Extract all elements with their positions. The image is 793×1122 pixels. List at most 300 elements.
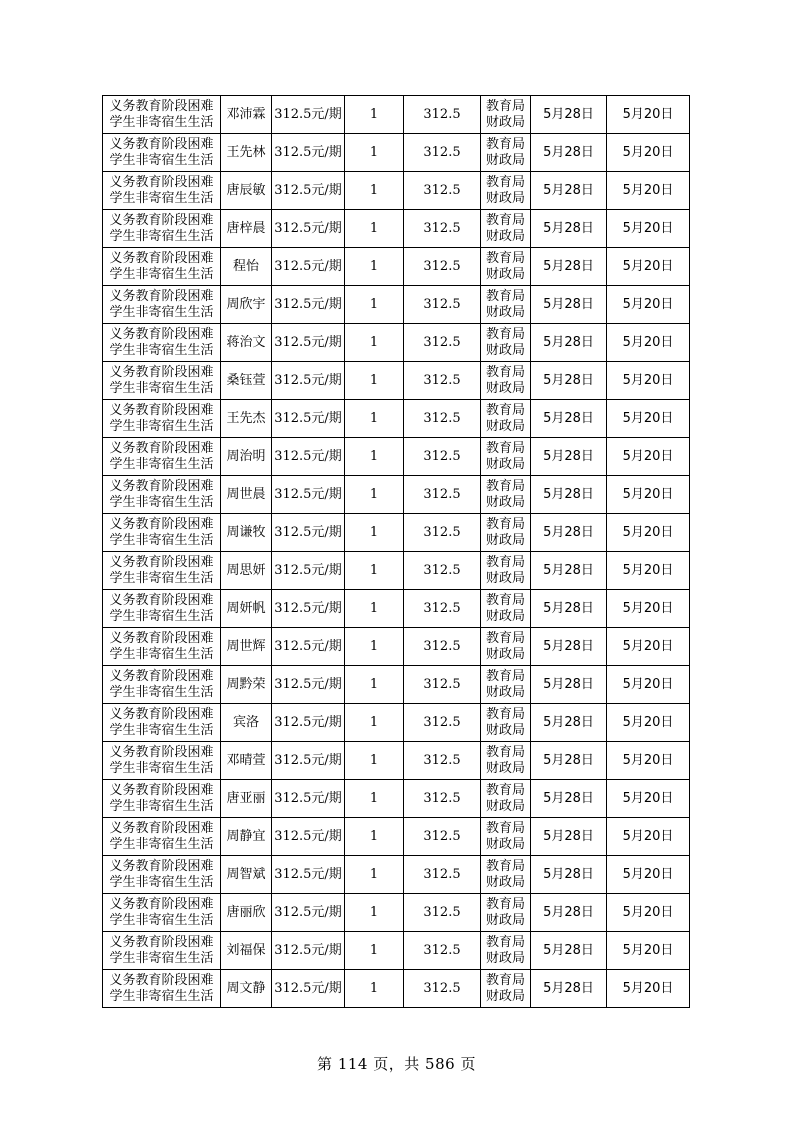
standard-cell: 312.5元/期 [272,362,345,400]
department-line: 教育局 [485,630,525,646]
department-line: 财政局 [485,760,525,776]
department-cell [481,780,531,818]
standard-cell: 312.5元/期 [272,286,345,324]
item-line: 义务教育阶段困难 [109,744,214,760]
page-footer [0,1053,793,1074]
quantity-cell: 1 [345,970,404,1008]
table-row [103,704,690,742]
table-row [103,818,690,856]
department-line: 财政局 [485,722,525,738]
item-line: 义务教育阶段困难 [109,288,214,304]
quantity-cell: 1 [345,666,404,704]
department-line: 财政局 [485,418,525,434]
item-line: 学生非寄宿生生活 [109,304,214,320]
amount-cell: 312.5 [404,324,481,362]
date-cell-1: 5月28日 [531,970,607,1008]
date-cell-2: 5月20日 [607,400,690,438]
department-cell [481,400,531,438]
table-row [103,628,690,666]
quantity-cell: 1 [345,856,404,894]
department-line: 财政局 [485,456,525,472]
item-line: 义务教育阶段困难 [109,896,214,912]
name-cell: 邓晴萱 [221,742,272,780]
date-cell-2: 5月20日 [607,666,690,704]
amount-cell: 312.5 [404,438,481,476]
standard-cell: 312.5元/期 [272,400,345,438]
amount-cell: 312.5 [404,666,481,704]
item-line: 学生非寄宿生生活 [109,950,214,966]
date-cell-2: 5月20日 [607,438,690,476]
department-line: 财政局 [485,950,525,966]
department-cell [481,476,531,514]
item-line: 学生非寄宿生生活 [109,608,214,624]
department-line: 教育局 [485,364,525,380]
standard-cell: 312.5元/期 [272,172,345,210]
item-line: 学生非寄宿生生活 [109,798,214,814]
amount-cell: 312.5 [404,818,481,856]
quantity-cell: 1 [345,628,404,666]
name-cell: 宾洛 [221,704,272,742]
subsidy-table [102,95,690,1008]
department-line: 财政局 [485,912,525,928]
name-cell: 周欣宇 [221,286,272,324]
amount-cell: 312.5 [404,552,481,590]
item-cell [103,932,221,970]
department-line: 财政局 [485,228,525,244]
department-cell [481,932,531,970]
department-cell [481,590,531,628]
name-cell: 唐辰敏 [221,172,272,210]
item-line: 学生非寄宿生生活 [109,684,214,700]
item-cell [103,628,221,666]
item-line: 学生非寄宿生生活 [109,190,214,206]
quantity-cell: 1 [345,324,404,362]
item-cell [103,894,221,932]
item-line: 学生非寄宿生生活 [109,456,214,472]
quantity-cell: 1 [345,172,404,210]
department-cell [481,742,531,780]
quantity-cell: 1 [345,400,404,438]
item-line: 义务教育阶段困难 [109,364,214,380]
item-line: 义务教育阶段困难 [109,554,214,570]
date-cell-1: 5月28日 [531,286,607,324]
name-cell: 周静宜 [221,818,272,856]
footer-total-pages: 586 [425,1055,456,1073]
table-row [103,362,690,400]
department-cell [481,172,531,210]
department-cell [481,324,531,362]
quantity-cell: 1 [345,894,404,932]
department-cell [481,438,531,476]
department-line: 财政局 [485,266,525,282]
amount-cell: 312.5 [404,514,481,552]
table-row [103,666,690,704]
amount-cell: 312.5 [404,970,481,1008]
date-cell-2: 5月20日 [607,362,690,400]
name-cell: 唐亚丽 [221,780,272,818]
department-cell [481,96,531,134]
department-line: 教育局 [485,858,525,874]
department-line: 财政局 [485,532,525,548]
table-row [103,476,690,514]
date-cell-1: 5月28日 [531,248,607,286]
amount-cell: 312.5 [404,210,481,248]
table-row [103,970,690,1008]
item-cell [103,856,221,894]
department-line: 教育局 [485,744,525,760]
amount-cell: 312.5 [404,704,481,742]
quantity-cell: 1 [345,932,404,970]
name-cell: 周文静 [221,970,272,1008]
department-cell [481,666,531,704]
quantity-cell: 1 [345,210,404,248]
standard-cell: 312.5元/期 [272,248,345,286]
department-cell [481,628,531,666]
department-line: 教育局 [485,668,525,684]
date-cell-1: 5月28日 [531,362,607,400]
item-cell [103,476,221,514]
amount-cell: 312.5 [404,96,481,134]
department-line: 财政局 [485,342,525,358]
item-line: 义务教育阶段困难 [109,136,214,152]
table-row [103,856,690,894]
department-line: 财政局 [485,380,525,396]
date-cell-2: 5月20日 [607,704,690,742]
standard-cell: 312.5元/期 [272,932,345,970]
department-line: 教育局 [485,288,525,304]
item-line: 义务教育阶段困难 [109,402,214,418]
department-line: 教育局 [485,554,525,570]
item-cell [103,324,221,362]
department-line: 财政局 [485,570,525,586]
department-line: 教育局 [485,98,525,114]
quantity-cell: 1 [345,438,404,476]
department-line: 财政局 [485,646,525,662]
department-line: 教育局 [485,972,525,988]
amount-cell: 312.5 [404,476,481,514]
name-cell: 周智斌 [221,856,272,894]
name-cell: 邓沛霖 [221,96,272,134]
date-cell-2: 5月20日 [607,172,690,210]
department-line: 教育局 [485,440,525,456]
standard-cell: 312.5元/期 [272,438,345,476]
item-line: 义务教育阶段困难 [109,706,214,722]
department-line: 财政局 [485,304,525,320]
name-cell: 周谦牧 [221,514,272,552]
date-cell-2: 5月20日 [607,476,690,514]
date-cell-2: 5月20日 [607,286,690,324]
department-line: 教育局 [485,402,525,418]
table-row [103,248,690,286]
date-cell-1: 5月28日 [531,438,607,476]
name-cell: 桑钰萱 [221,362,272,400]
date-cell-2: 5月20日 [607,932,690,970]
table-row [103,96,690,134]
amount-cell: 312.5 [404,590,481,628]
date-cell-1: 5月28日 [531,210,607,248]
table-row [103,932,690,970]
item-cell [103,400,221,438]
department-line: 财政局 [485,684,525,700]
item-line: 义务教育阶段困难 [109,668,214,684]
department-cell [481,704,531,742]
item-cell [103,210,221,248]
department-cell [481,856,531,894]
department-line: 教育局 [485,782,525,798]
quantity-cell: 1 [345,742,404,780]
department-cell [481,286,531,324]
name-cell: 周黔荣 [221,666,272,704]
table-row [103,552,690,590]
date-cell-2: 5月20日 [607,324,690,362]
quantity-cell: 1 [345,362,404,400]
standard-cell: 312.5元/期 [272,514,345,552]
item-cell [103,970,221,1008]
item-line: 学生非寄宿生生活 [109,532,214,548]
amount-cell: 312.5 [404,856,481,894]
item-line: 学生非寄宿生生活 [109,722,214,738]
date-cell-2: 5月20日 [607,856,690,894]
item-line: 义务教育阶段困难 [109,98,214,114]
table-row [103,286,690,324]
standard-cell: 312.5元/期 [272,476,345,514]
item-line: 义务教育阶段困难 [109,326,214,342]
item-line: 学生非寄宿生生活 [109,836,214,852]
department-line: 教育局 [485,174,525,190]
item-line: 学生非寄宿生生活 [109,152,214,168]
item-line: 义务教育阶段困难 [109,212,214,228]
standard-cell: 312.5元/期 [272,210,345,248]
amount-cell: 312.5 [404,932,481,970]
standard-cell: 312.5元/期 [272,134,345,172]
amount-cell: 312.5 [404,362,481,400]
table-row [103,514,690,552]
department-line: 教育局 [485,934,525,950]
table-row [103,172,690,210]
amount-cell: 312.5 [404,172,481,210]
standard-cell: 312.5元/期 [272,96,345,134]
department-cell [481,552,531,590]
date-cell-1: 5月28日 [531,514,607,552]
item-cell [103,286,221,324]
name-cell: 王先杰 [221,400,272,438]
department-line: 教育局 [485,706,525,722]
quantity-cell: 1 [345,514,404,552]
item-line: 义务教育阶段困难 [109,250,214,266]
item-line: 学生非寄宿生生活 [109,228,214,244]
standard-cell: 312.5元/期 [272,970,345,1008]
standard-cell: 312.5元/期 [272,894,345,932]
department-cell [481,134,531,172]
date-cell-2: 5月20日 [607,514,690,552]
standard-cell: 312.5元/期 [272,818,345,856]
item-line: 义务教育阶段困难 [109,516,214,532]
date-cell-1: 5月28日 [531,704,607,742]
item-cell [103,134,221,172]
date-cell-1: 5月28日 [531,134,607,172]
department-cell [481,210,531,248]
quantity-cell: 1 [345,704,404,742]
date-cell-1: 5月28日 [531,666,607,704]
amount-cell: 312.5 [404,400,481,438]
department-line: 教育局 [485,896,525,912]
name-cell: 周思妍 [221,552,272,590]
name-cell: 唐梓晨 [221,210,272,248]
item-cell [103,780,221,818]
quantity-cell: 1 [345,590,404,628]
department-line: 财政局 [485,874,525,890]
department-line: 财政局 [485,798,525,814]
item-line: 义务教育阶段困难 [109,820,214,836]
date-cell-2: 5月20日 [607,134,690,172]
item-line: 义务教育阶段困难 [109,440,214,456]
standard-cell: 312.5元/期 [272,666,345,704]
item-line: 义务教育阶段困难 [109,934,214,950]
department-line: 财政局 [485,836,525,852]
name-cell: 蒋治文 [221,324,272,362]
date-cell-2: 5月20日 [607,628,690,666]
item-line: 义务教育阶段困难 [109,858,214,874]
item-line: 义务教育阶段困难 [109,592,214,608]
date-cell-1: 5月28日 [531,590,607,628]
department-line: 教育局 [485,516,525,532]
table-row [103,400,690,438]
quantity-cell: 1 [345,248,404,286]
item-cell [103,514,221,552]
item-line: 义务教育阶段困难 [109,174,214,190]
name-cell: 周世辉 [221,628,272,666]
standard-cell: 312.5元/期 [272,552,345,590]
department-line: 教育局 [485,478,525,494]
item-line: 学生非寄宿生生活 [109,874,214,890]
item-line: 义务教育阶段困难 [109,630,214,646]
date-cell-2: 5月20日 [607,894,690,932]
date-cell-2: 5月20日 [607,590,690,628]
quantity-cell: 1 [345,286,404,324]
item-cell [103,552,221,590]
date-cell-1: 5月28日 [531,324,607,362]
standard-cell: 312.5元/期 [272,704,345,742]
footer-current-page: 114 [337,1055,368,1073]
department-line: 财政局 [485,988,525,1004]
department-cell [481,970,531,1008]
department-cell [481,818,531,856]
date-cell-2: 5月20日 [607,780,690,818]
standard-cell: 312.5元/期 [272,628,345,666]
date-cell-1: 5月28日 [531,96,607,134]
date-cell-2: 5月20日 [607,818,690,856]
table-row [103,742,690,780]
quantity-cell: 1 [345,96,404,134]
table-row [103,324,690,362]
quantity-cell: 1 [345,780,404,818]
amount-cell: 312.5 [404,894,481,932]
item-cell [103,438,221,476]
date-cell-2: 5月20日 [607,96,690,134]
department-line: 财政局 [485,114,525,130]
quantity-cell: 1 [345,818,404,856]
name-cell: 程怡 [221,248,272,286]
amount-cell: 312.5 [404,628,481,666]
footer-middle: 页，共 [373,1055,420,1073]
item-line: 学生非寄宿生生活 [109,266,214,282]
table-row [103,438,690,476]
standard-cell: 312.5元/期 [272,590,345,628]
date-cell-1: 5月28日 [531,932,607,970]
item-cell [103,818,221,856]
footer-suffix: 页 [460,1055,476,1073]
name-cell: 王先林 [221,134,272,172]
date-cell-2: 5月20日 [607,248,690,286]
department-cell [481,514,531,552]
item-cell [103,248,221,286]
department-cell [481,362,531,400]
item-cell [103,704,221,742]
date-cell-1: 5月28日 [531,400,607,438]
table-row [103,210,690,248]
item-cell [103,742,221,780]
item-line: 义务教育阶段困难 [109,478,214,494]
date-cell-2: 5月20日 [607,552,690,590]
quantity-cell: 1 [345,476,404,514]
item-line: 学生非寄宿生生活 [109,570,214,586]
department-cell [481,248,531,286]
department-line: 财政局 [485,190,525,206]
item-line: 义务教育阶段困难 [109,782,214,798]
name-cell: 唐丽欣 [221,894,272,932]
standard-cell: 312.5元/期 [272,324,345,362]
item-line: 学生非寄宿生生活 [109,418,214,434]
date-cell-1: 5月28日 [531,818,607,856]
item-line: 学生非寄宿生生活 [109,646,214,662]
item-line: 学生非寄宿生生活 [109,912,214,928]
table-row [103,780,690,818]
department-line: 财政局 [485,494,525,510]
item-cell [103,590,221,628]
amount-cell: 312.5 [404,248,481,286]
date-cell-1: 5月28日 [531,780,607,818]
department-line: 教育局 [485,136,525,152]
date-cell-1: 5月28日 [531,742,607,780]
department-line: 教育局 [485,592,525,608]
quantity-cell: 1 [345,552,404,590]
amount-cell: 312.5 [404,134,481,172]
department-line: 教育局 [485,212,525,228]
date-cell-2: 5月20日 [607,210,690,248]
table-row [103,590,690,628]
department-cell [481,894,531,932]
standard-cell: 312.5元/期 [272,742,345,780]
name-cell: 周妍帆 [221,590,272,628]
item-line: 学生非寄宿生生活 [109,494,214,510]
table-row [103,134,690,172]
item-cell [103,96,221,134]
item-line: 学生非寄宿生生活 [109,114,214,130]
item-line: 学生非寄宿生生活 [109,342,214,358]
item-cell [103,362,221,400]
item-line: 学生非寄宿生生活 [109,988,214,1004]
name-cell: 刘福保 [221,932,272,970]
date-cell-1: 5月28日 [531,856,607,894]
item-line: 学生非寄宿生生活 [109,760,214,776]
date-cell-1: 5月28日 [531,552,607,590]
table-body [103,96,690,1008]
date-cell-1: 5月28日 [531,628,607,666]
date-cell-2: 5月20日 [607,970,690,1008]
item-line: 学生非寄宿生生活 [109,380,214,396]
name-cell: 周世晨 [221,476,272,514]
department-line: 教育局 [485,250,525,266]
